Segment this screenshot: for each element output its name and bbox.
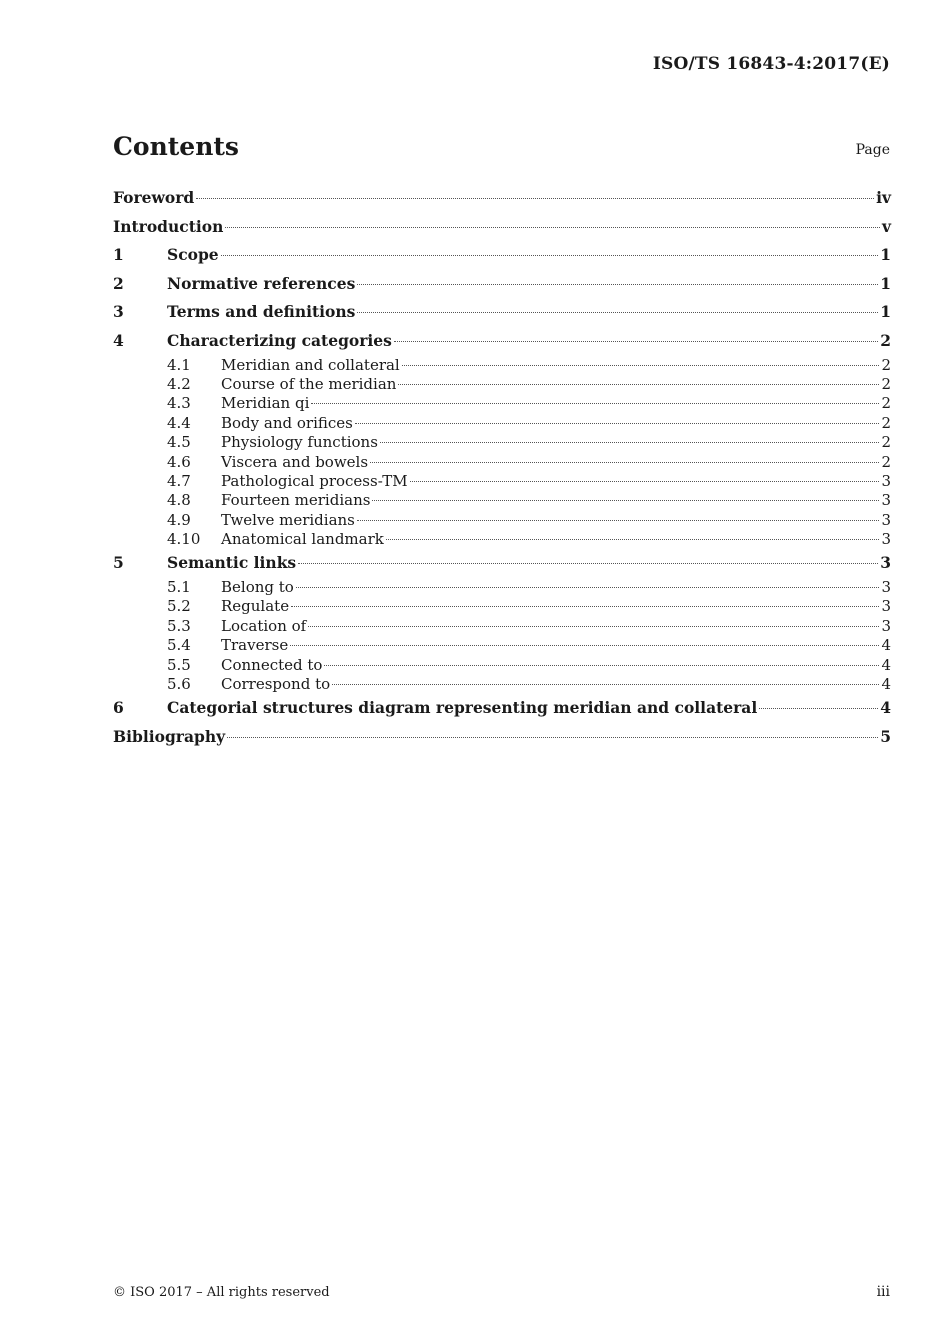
toc-entry-title: Course of the meridian: [221, 374, 397, 393]
toc-entry[interactable]: [113, 491, 891, 510]
toc-dot-leader: [291, 606, 879, 607]
toc-dot-leader: [402, 365, 880, 366]
toc-entry-number: 4.7: [167, 471, 191, 490]
toc-dot-leader: [759, 708, 878, 709]
toc-dot-leader: [357, 284, 878, 285]
toc-entry-number: 4.10: [167, 530, 201, 549]
toc-dot-leader: [398, 384, 879, 385]
toc-entry[interactable]: [113, 327, 891, 356]
toc-entry-page: 2: [880, 330, 891, 350]
toc-dot-leader: [296, 587, 880, 588]
toc-entry-page: 3: [881, 597, 891, 616]
toc-entry[interactable]: [113, 549, 891, 578]
toc-entry-page: v: [881, 216, 891, 236]
toc-entry-number: 6: [113, 698, 124, 718]
table-of-contents: [113, 184, 891, 752]
toc-entry[interactable]: [113, 617, 891, 636]
toc-entry[interactable]: [113, 578, 891, 597]
toc-entry[interactable]: [113, 241, 891, 270]
toc-entry-title: Twelve meridians: [221, 510, 355, 529]
toc-dot-leader: [372, 500, 879, 501]
toc-entry[interactable]: [113, 675, 891, 694]
toc-entry[interactable]: [113, 472, 891, 491]
toc-entry-page: 1: [880, 245, 891, 265]
toc-entry-page: 3: [881, 616, 891, 635]
toc-entry[interactable]: [113, 636, 891, 655]
toc-entry[interactable]: [113, 511, 891, 530]
toc-dot-leader: [410, 481, 880, 482]
contents-title: Contents: [113, 132, 240, 161]
toc-entry-title: Belong to: [221, 578, 294, 597]
toc-dot-leader: [332, 684, 879, 685]
toc-dot-leader: [221, 255, 879, 256]
toc-entry-title: Semantic links: [167, 553, 297, 573]
toc-entry-title: Characterizing categories: [167, 330, 392, 350]
toc-entry-number: 4.3: [167, 394, 191, 413]
toc-entry-page: 3: [881, 491, 891, 510]
toc-entry-page: 1: [880, 302, 891, 322]
toc-entry[interactable]: [113, 270, 891, 299]
toc-entry-title: Traverse: [221, 636, 289, 655]
toc-dot-leader: [290, 645, 879, 646]
toc-entry-number: 5.2: [167, 597, 191, 616]
toc-entry-page: 2: [881, 433, 891, 452]
toc-dot-leader: [196, 198, 874, 199]
toc-entry-number: 5.6: [167, 675, 191, 694]
toc-dot-leader: [225, 227, 880, 228]
toc-entry-title: Location of: [221, 616, 307, 635]
page-column-label: Page: [855, 142, 890, 158]
toc-dot-leader: [324, 665, 879, 666]
toc-entry-number: 5.1: [167, 578, 191, 597]
toc-entry-page: 4: [881, 655, 891, 674]
toc-entry-number: 4.1: [167, 355, 191, 374]
toc-dot-leader: [357, 312, 878, 313]
document-id-header: ISO/TS 16843-4:2017(E): [652, 54, 890, 74]
toc-entry-page: 2: [881, 394, 891, 413]
toc-entry[interactable]: [113, 597, 891, 616]
toc-entry[interactable]: [113, 356, 891, 375]
toc-entry-number: 4.4: [167, 413, 191, 432]
toc-entry-number: 5.3: [167, 616, 191, 635]
toc-entry-title: Bibliography: [113, 727, 226, 746]
toc-entry-number: 4.8: [167, 491, 191, 510]
toc-entry-title: Physiology functions: [221, 433, 378, 452]
toc-entry[interactable]: [113, 723, 891, 752]
toc-entry-page: 2: [881, 374, 891, 393]
toc-entry[interactable]: [113, 414, 891, 433]
toc-entry-number: 5: [113, 553, 124, 573]
toc-entry-title: Connected to: [221, 655, 323, 674]
toc-entry[interactable]: [113, 184, 891, 213]
footer-page-number: iii: [876, 1284, 890, 1300]
toc-entry-page: 3: [880, 553, 891, 573]
toc-entry-title: Viscera and bowels: [221, 452, 369, 471]
toc-entry[interactable]: [113, 694, 891, 723]
toc-entry-title: Normative references: [167, 273, 356, 293]
toc-dot-leader: [298, 563, 878, 564]
toc-entry-number: 5.4: [167, 636, 191, 655]
toc-entry-page: 4: [880, 698, 891, 718]
toc-entry-number: 4.9: [167, 510, 191, 529]
toc-dot-leader: [357, 520, 880, 521]
toc-entry-page: 2: [881, 452, 891, 471]
toc-entry-title: Regulate: [221, 597, 290, 616]
toc-entry-page: 3: [881, 471, 891, 490]
toc-entry-page: 4: [881, 675, 891, 694]
toc-entry[interactable]: [113, 298, 891, 327]
toc-entry-title: Anatomical landmark: [221, 530, 384, 549]
toc-entry[interactable]: [113, 375, 891, 394]
toc-dot-leader: [394, 341, 878, 342]
toc-entry-number: 4.2: [167, 374, 191, 393]
toc-entry[interactable]: [113, 656, 891, 675]
toc-dot-leader: [308, 626, 879, 627]
toc-entry-page: 2: [881, 355, 891, 374]
toc-entry[interactable]: [113, 530, 891, 549]
toc-dot-leader: [355, 423, 880, 424]
toc-entry-number: 4.6: [167, 452, 191, 471]
toc-entry-title: Pathological process-TM: [221, 471, 408, 490]
toc-entry-number: 2: [113, 273, 124, 293]
toc-entry-title: Fourteen meridians: [221, 491, 371, 510]
toc-dot-leader: [311, 403, 879, 404]
toc-entry-title: Terms and definitions: [167, 302, 356, 322]
toc-entry-number: 1: [113, 245, 124, 265]
toc-entry-title: Correspond to: [221, 675, 331, 694]
toc-entry[interactable]: [113, 394, 891, 413]
toc-entry-number: 4: [113, 330, 124, 350]
footer-copyright: © ISO 2017 – All rights reserved: [113, 1285, 330, 1300]
toc-entry-page: 1: [880, 273, 891, 293]
toc-entry-title: Categorial structures diagram representing meridian and collateral: [167, 698, 758, 718]
toc-entry-page: 2: [881, 413, 891, 432]
toc-entry-title: Meridian and collateral: [221, 355, 400, 374]
toc-entry-page: 3: [881, 530, 891, 549]
toc-entry-page: 3: [881, 510, 891, 529]
toc-entry-title: Introduction: [113, 216, 224, 236]
toc-dot-leader: [370, 462, 879, 463]
toc-entry[interactable]: [113, 213, 891, 242]
toc-entry-title: Foreword: [113, 188, 195, 207]
toc-entry-title: Meridian qi: [221, 394, 310, 413]
toc-dot-leader: [380, 442, 880, 443]
toc-entry-page: iv: [876, 188, 891, 207]
toc-entry-page: 5: [880, 727, 891, 746]
toc-entry[interactable]: [113, 433, 891, 452]
toc-entry-number: 4.5: [167, 433, 191, 452]
toc-entry-page: 3: [881, 578, 891, 597]
toc-dot-leader: [386, 539, 880, 540]
toc-entry-number: 5.5: [167, 655, 191, 674]
toc-entry-page: 4: [881, 636, 891, 655]
toc-dot-leader: [227, 737, 878, 738]
toc-entry-title: Body and orifices: [221, 413, 353, 432]
toc-entry-title: Scope: [167, 245, 219, 265]
toc-entry-number: 3: [113, 302, 124, 322]
toc-entry[interactable]: [113, 453, 891, 472]
